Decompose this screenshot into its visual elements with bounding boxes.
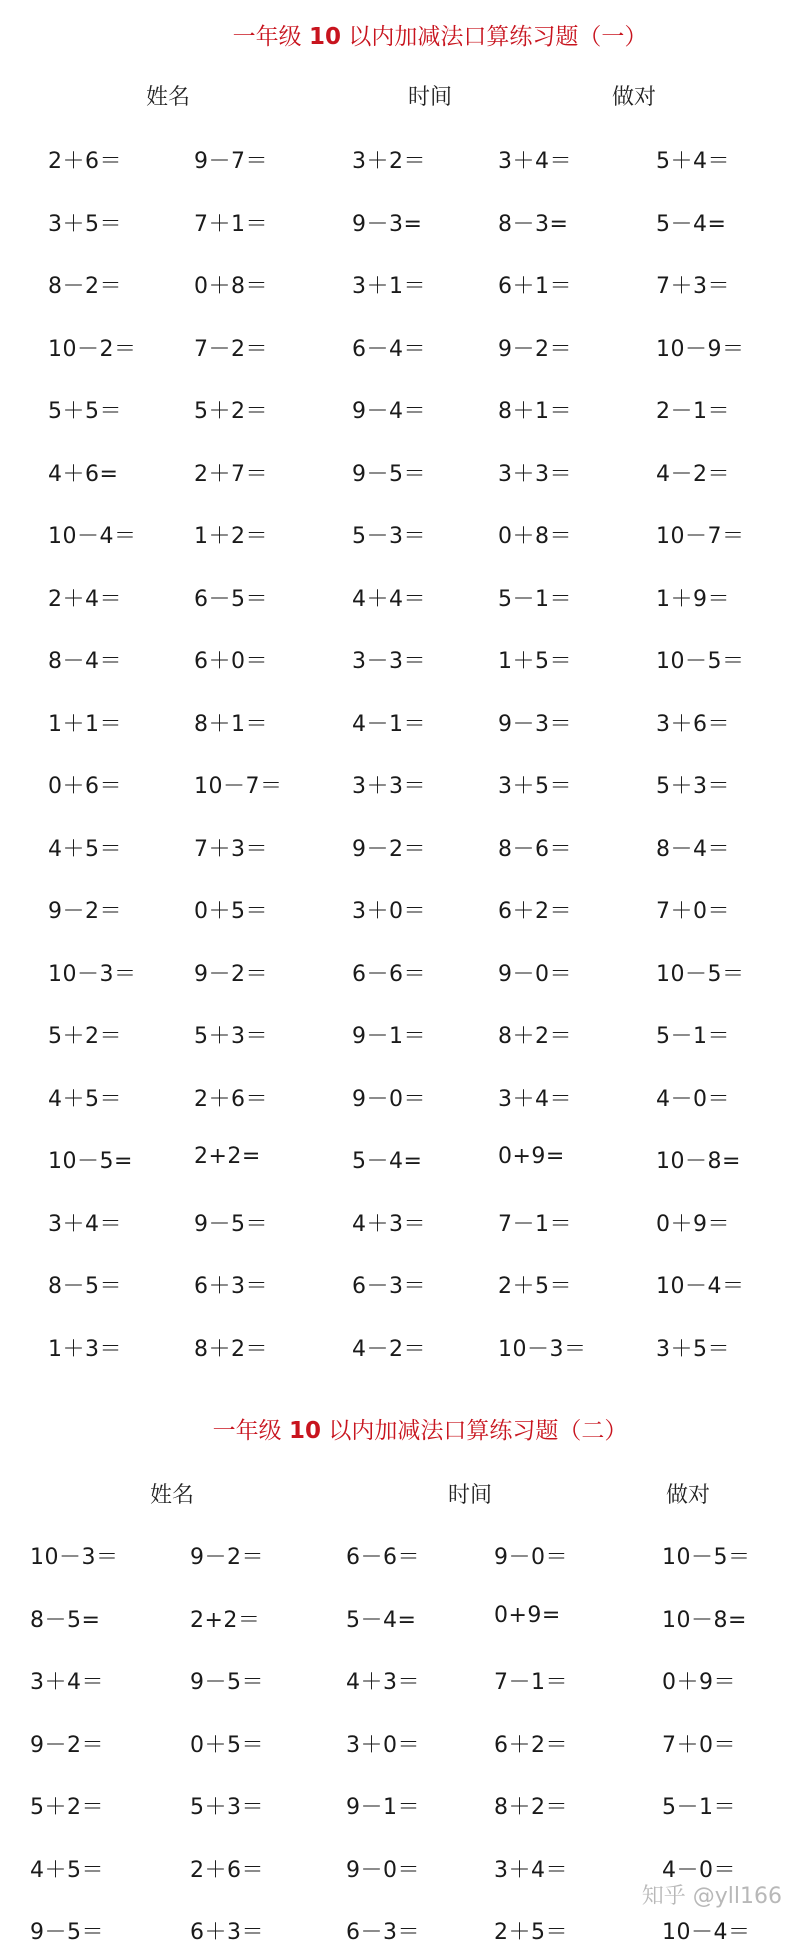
problem-cell: 6＋3＝ (194, 1274, 268, 1299)
problem-cell: 7＋3＝ (656, 274, 730, 299)
problem-cell: 9－4＝ (352, 399, 426, 424)
problem-cell: 3＋5＝ (48, 211, 122, 237)
problem-cell: 2+2= (194, 1144, 261, 1169)
problem-cell: 4－2＝ (352, 1336, 426, 1362)
problem-cell: 0+9= (494, 1602, 561, 1628)
problem-cell: 8－2＝ (48, 274, 122, 299)
worksheet-title: 一年级 10 以内加减法口算练习题（一） (232, 24, 648, 50)
problem-cell: 3＋4＝ (494, 1857, 568, 1883)
problem-cell: 10－5= (48, 1149, 133, 1174)
problem-cell: 1＋3＝ (48, 1336, 122, 1362)
problem-cell: 3＋5＝ (656, 1336, 730, 1362)
problem-cell: 6＋1＝ (498, 274, 572, 299)
problem-cell: 0＋9＝ (662, 1670, 736, 1695)
problem-cell: 4－2＝ (656, 461, 730, 487)
problem-cell: 9－2＝ (48, 899, 122, 924)
problem-cell: 10－2＝ (48, 336, 137, 362)
problem-cell: 9－3＝ (498, 711, 572, 737)
problem-cell: 8－5＝ (48, 1274, 122, 1299)
problem-cell: 9－0＝ (498, 961, 572, 987)
problem-cell: 3＋0＝ (352, 899, 426, 924)
problem-cell: 2＋6＝ (194, 1086, 268, 1112)
problem-cell: 2＋5＝ (494, 1920, 568, 1945)
problem-cell: 8－3= (498, 211, 569, 237)
problem-cell: 1＋1＝ (48, 711, 122, 737)
worksheet-title: 一年级 10 以内加减法口算练习题（二） (212, 1418, 628, 1444)
problem-cell: 0＋5＝ (194, 899, 268, 924)
time-label: 时间 (408, 85, 453, 110)
problem-cell: 8＋2＝ (494, 1795, 568, 1820)
problem-cell: 2＋6＝ (48, 149, 122, 174)
problem-cell: 0+9= (498, 1144, 565, 1169)
problem-cell: 9－3= (352, 211, 423, 237)
problem-cell: 5＋3＝ (194, 1024, 268, 1049)
problem-cell: 9－2＝ (190, 1545, 264, 1570)
problem-cell: 10－5＝ (656, 649, 745, 674)
problem-cell: 8－4＝ (48, 649, 122, 674)
problem-cell: 10－4＝ (656, 1274, 745, 1299)
problem-cell: 8－6＝ (498, 836, 572, 862)
problem-cell: 6＋2＝ (498, 899, 572, 924)
time-label: 时间 (448, 1483, 493, 1508)
problem-cell: 6－6＝ (346, 1545, 420, 1570)
problem-cell: 7－2＝ (194, 336, 268, 362)
problem-cell: 10－7＝ (656, 524, 745, 549)
problem-cell: 10－5＝ (656, 961, 745, 987)
problem-cell: 6－5＝ (194, 586, 268, 612)
problem-cell: 6＋0＝ (194, 649, 268, 674)
problem-cell: 2＋5＝ (498, 1274, 572, 1299)
problem-cell: 6－6＝ (352, 961, 426, 987)
problem-cell: 9－2＝ (194, 961, 268, 987)
name-label: 姓名 (146, 85, 191, 110)
problem-cell: 4－0＝ (656, 1086, 730, 1112)
problem-cell: 3－3＝ (352, 649, 426, 674)
problem-cell: 9－1＝ (352, 1024, 426, 1049)
problem-cell: 9－0＝ (352, 1086, 426, 1112)
problem-cell: 4＋4＝ (352, 586, 426, 612)
problem-cell: 3＋4＝ (48, 1211, 122, 1237)
problem-cell: 10－9＝ (656, 336, 745, 362)
problem-cell: 4－1＝ (352, 711, 426, 737)
problem-cell: 0＋5＝ (190, 1732, 264, 1758)
problem-cell: 5＋2＝ (48, 1024, 122, 1049)
problem-cell: 5－1＝ (498, 586, 572, 612)
problem-cell: 9－7＝ (194, 149, 268, 174)
problem-cell: 5－3＝ (352, 524, 426, 549)
problem-cell: 7－1＝ (498, 1211, 572, 1237)
problem-cell: 5＋4＝ (656, 149, 730, 174)
problem-cell: 9－5＝ (190, 1670, 264, 1695)
problem-cell: 5－1＝ (656, 1024, 730, 1049)
correct-label: 做对 (612, 85, 657, 110)
problem-cell: 5＋3＝ (656, 774, 730, 799)
problem-cell: 10－3＝ (48, 961, 137, 987)
problem-cell: 9－0＝ (346, 1857, 420, 1883)
problem-cell: 6－4＝ (352, 336, 426, 362)
problem-cell: 8＋2＝ (498, 1024, 572, 1049)
problem-cell: 1＋5＝ (498, 649, 572, 674)
problem-cell: 0＋8＝ (498, 524, 572, 549)
problem-cell: 9－2＝ (30, 1732, 104, 1758)
problem-cell: 3＋4＝ (30, 1670, 104, 1695)
problem-cell: 4＋3＝ (352, 1211, 426, 1237)
problem-cell: 6＋2＝ (494, 1732, 568, 1758)
name-label: 姓名 (150, 1483, 195, 1508)
problem-cell: 10－7＝ (194, 774, 283, 799)
problem-cell: 6－3＝ (346, 1920, 420, 1945)
problem-cell: 0＋8＝ (194, 274, 268, 299)
problem-cell: 4－0＝ (662, 1857, 736, 1883)
problem-cell: 4＋5＝ (30, 1857, 104, 1883)
problem-cell: 3＋3＝ (352, 774, 426, 799)
problem-cell: 10－4＝ (662, 1920, 751, 1945)
problem-cell: 3＋4＝ (498, 149, 572, 174)
problem-cell: 7＋3＝ (194, 836, 268, 862)
problem-cell: 0＋6＝ (48, 774, 122, 799)
problem-cell: 8－5= (30, 1607, 101, 1633)
problem-cell: 8＋2＝ (194, 1336, 268, 1362)
problem-cell: 7－1＝ (494, 1670, 568, 1695)
problem-cell: 9－2＝ (498, 336, 572, 362)
problem-cell: 10－3＝ (30, 1545, 119, 1570)
problem-cell: 2－1＝ (656, 399, 730, 424)
problem-cell: 6＋3＝ (190, 1920, 264, 1945)
problem-cell: 9－5＝ (30, 1920, 104, 1945)
problem-cell: 3＋0＝ (346, 1732, 420, 1758)
problem-cell: 5－4= (656, 211, 727, 237)
problem-cell: 3＋1＝ (352, 274, 426, 299)
problem-cell: 4＋5＝ (48, 1086, 122, 1112)
problem-cell: 2+2＝ (190, 1607, 261, 1633)
problem-cell: 3＋6＝ (656, 711, 730, 737)
problem-cell: 10－4＝ (48, 524, 137, 549)
problem-cell: 1＋2＝ (194, 524, 268, 549)
problem-cell: 10－8= (656, 1149, 741, 1174)
problem-cell: 3＋4＝ (498, 1086, 572, 1112)
problem-cell: 9－5＝ (194, 1211, 268, 1237)
problem-cell: 5＋2＝ (30, 1795, 104, 1820)
problem-cell: 8＋1＝ (194, 711, 268, 737)
problem-cell: 2＋6＝ (190, 1857, 264, 1883)
problem-cell: 7＋0＝ (656, 899, 730, 924)
problem-cell: 0＋9＝ (656, 1211, 730, 1237)
problem-cell: 2＋4＝ (48, 586, 122, 612)
problem-cell: 9－2＝ (352, 836, 426, 862)
problem-cell: 9－1＝ (346, 1795, 420, 1820)
problem-cell: 1＋9＝ (656, 586, 730, 612)
problem-cell: 7＋0＝ (662, 1732, 736, 1758)
problem-cell: 9－0＝ (494, 1545, 568, 1570)
problem-cell: 10－5＝ (662, 1545, 751, 1570)
problem-cell: 10－3＝ (498, 1336, 587, 1362)
problem-cell: 3＋3＝ (498, 461, 572, 487)
problem-cell: 10－8= (662, 1607, 747, 1633)
problem-cell: 9－5＝ (352, 461, 426, 487)
problem-cell: 5＋2＝ (194, 399, 268, 424)
problem-cell: 5＋3＝ (190, 1795, 264, 1820)
problem-cell: 2＋7＝ (194, 461, 268, 487)
problem-cell: 4＋5＝ (48, 836, 122, 862)
problem-cell: 7＋1＝ (194, 211, 268, 237)
problem-cell: 5－4= (352, 1149, 423, 1174)
correct-label: 做对 (666, 1483, 711, 1508)
problem-cell: 5－1＝ (662, 1795, 736, 1820)
problem-cell: 8＋1＝ (498, 399, 572, 424)
problem-cell: 8－4＝ (656, 836, 730, 862)
watermark: 知乎 @yll166 (641, 1884, 782, 1909)
problem-cell: 4＋6= (48, 461, 119, 487)
problem-cell: 4＋3＝ (346, 1670, 420, 1695)
problem-cell: 3＋2＝ (352, 149, 426, 174)
problem-cell: 5－4= (346, 1607, 417, 1633)
problem-cell: 3＋5＝ (498, 774, 572, 799)
problem-cell: 6－3＝ (352, 1274, 426, 1299)
problem-cell: 5＋5＝ (48, 399, 122, 424)
